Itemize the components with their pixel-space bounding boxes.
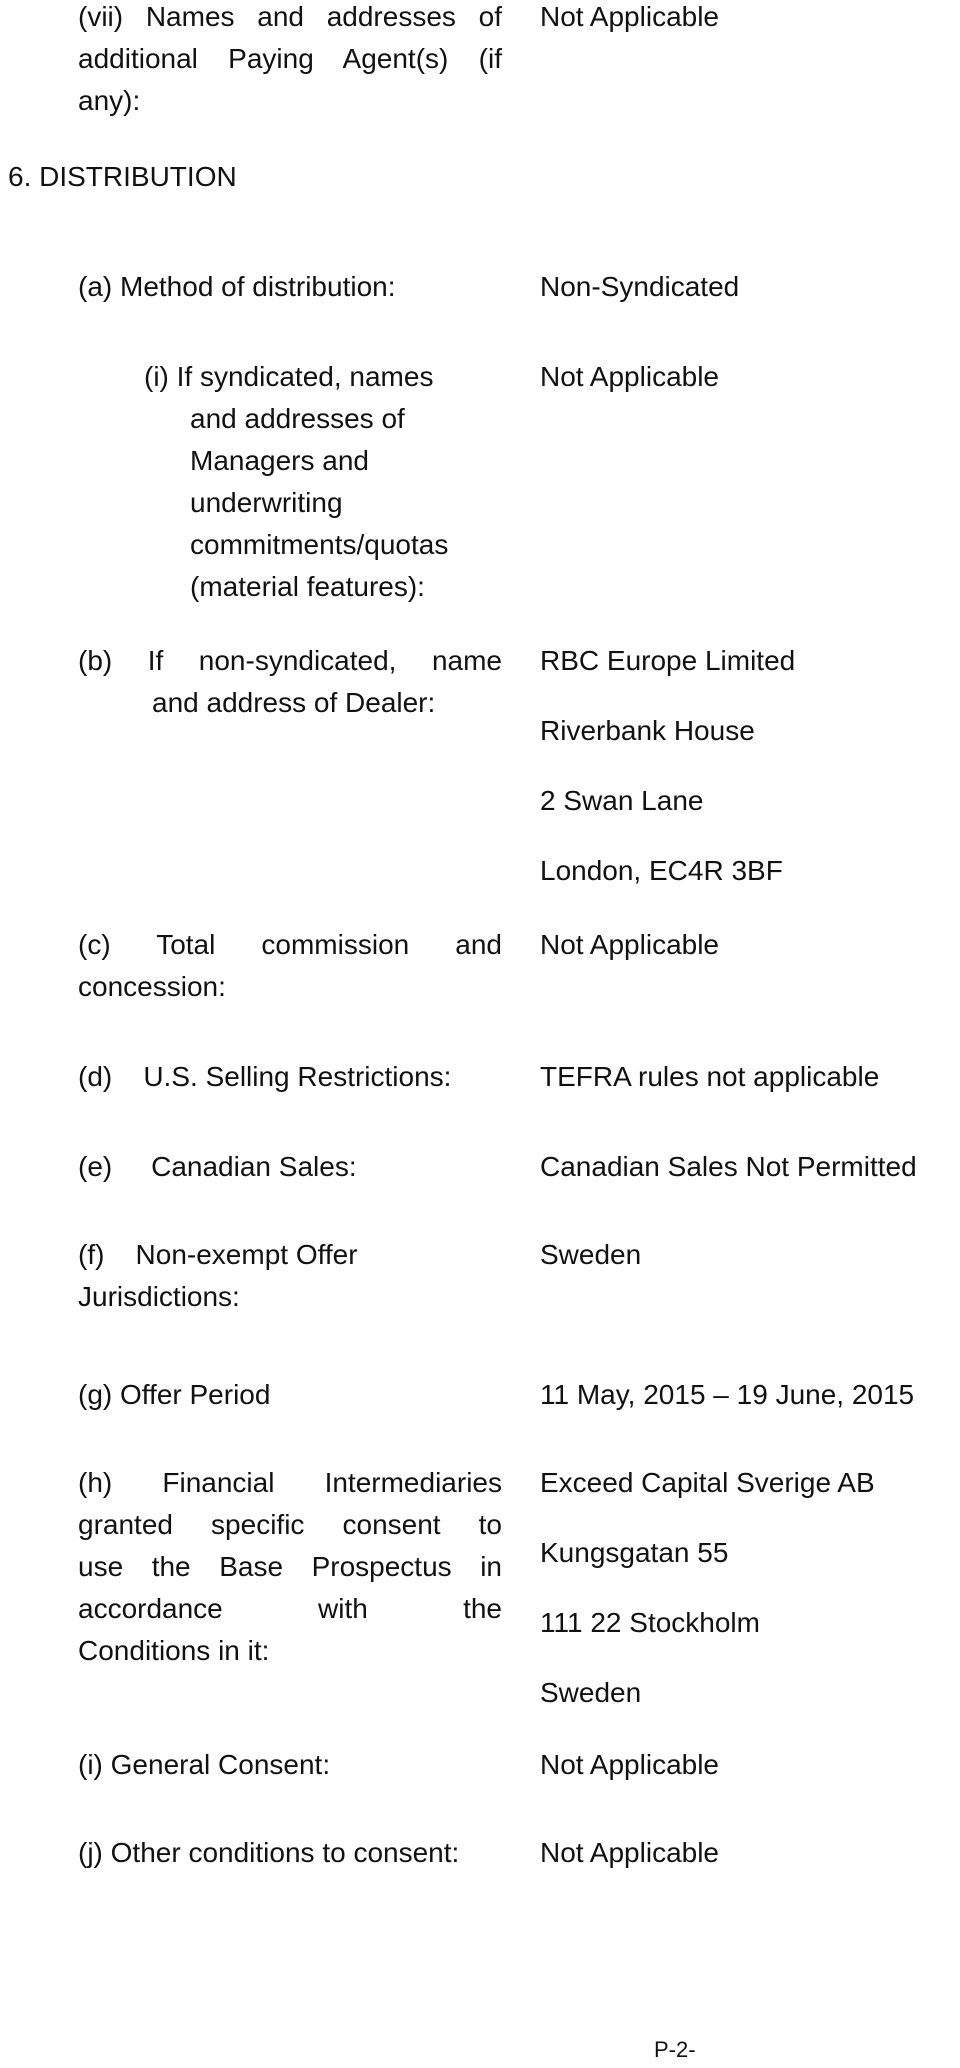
dealer-address-line-3: London, EC4R 3BF <box>540 855 783 886</box>
item-f-label-line-1: (f) Non-exempt Offer <box>78 1239 358 1270</box>
item-e-value: Canadian Sales Not Permitted <box>540 1151 917 1182</box>
item-vii-label <box>78 0 502 122</box>
item-f-value: Sweden <box>540 1239 642 1270</box>
dealer-address-line-2: 2 Swan Lane <box>540 785 704 816</box>
item-d-value: TEFRA rules not applicable <box>540 1061 880 1092</box>
item-vii-label-line-3: any): <box>78 85 141 116</box>
item-c-value: Not Applicable <box>540 929 720 960</box>
item-vii-label-line-1: (vii) Names and addresses of <box>78 1 502 32</box>
item-a-i-label <box>78 356 502 608</box>
item-vii-label-line-2: additional Paying Agent(s) (if <box>78 43 502 74</box>
item-a-i-label-line-5: commitments/quotas <box>190 529 449 560</box>
item-c-label <box>78 924 502 1008</box>
item-h-label-line-4: accordance with the <box>78 1593 502 1624</box>
item-a-label: (a) Method of distribution: <box>78 271 396 302</box>
item-h-value <box>540 1462 960 1714</box>
page-number: P-2- <box>654 2037 696 2062</box>
item-b-label <box>78 640 502 724</box>
item-b-label-line-2: and address of Dealer: <box>152 687 436 718</box>
item-b-label-line-1: (b) If non-syndicated, name <box>78 645 502 676</box>
item-j-label: (j) Other conditions to consent: <box>78 1837 460 1868</box>
item-h-label-line-2: granted specific consent to <box>78 1509 502 1540</box>
item-h-label-line-1: (h) Financial Intermediaries <box>78 1467 502 1498</box>
item-c-label-line-1: (c) Total commission and <box>78 929 502 960</box>
section-heading: 6. DISTRIBUTION <box>8 161 237 192</box>
item-a-i-label-line-4: underwriting <box>190 487 343 518</box>
intermediary-address-line-1: Kungsgatan 55 <box>540 1537 729 1568</box>
dealer-name: RBC Europe Limited <box>540 645 796 676</box>
item-e-label: (e) Canadian Sales: <box>78 1151 357 1182</box>
item-c-label-line-2: concession: <box>78 971 226 1002</box>
intermediary-name: Exceed Capital Sverige AB <box>540 1467 875 1498</box>
intermediary-address-line-3: Sweden <box>540 1677 642 1708</box>
dealer-address-line-1: Riverbank House <box>540 715 755 746</box>
item-a-i-label-line-3: Managers and <box>190 445 370 476</box>
item-a-i-value: Not Applicable <box>540 361 720 392</box>
item-i-value: Not Applicable <box>540 1749 720 1780</box>
item-i-label: (i) General Consent: <box>78 1749 331 1780</box>
item-h-label-line-5: Conditions in it: <box>78 1635 270 1666</box>
item-f-label-line-2: Jurisdictions: <box>78 1281 240 1312</box>
item-a-i-label-line-2: and addresses of <box>190 403 405 434</box>
item-a-i-label-line-6: (material features): <box>190 571 425 602</box>
item-a-i-label-line-1: (i) If syndicated, names <box>144 361 434 392</box>
item-a-value: Non-Syndicated <box>540 271 740 302</box>
item-b-value <box>540 640 960 892</box>
intermediary-address-line-2: 111 22 Stockholm <box>540 1607 760 1638</box>
item-g-value: 11 May, 2015 – 19 June, 2015 <box>540 1379 915 1410</box>
item-d-label: (d) U.S. Selling Restrictions: <box>78 1061 452 1092</box>
item-h-label <box>78 1462 502 1672</box>
item-j-value: Not Applicable <box>540 1837 720 1868</box>
item-h-label-line-3: use the Base Prospectus in <box>78 1551 502 1582</box>
item-f-label <box>78 1234 502 1318</box>
item-g-label: (g) Offer Period <box>78 1379 271 1410</box>
item-vii-value: Not Applicable <box>540 1 720 32</box>
